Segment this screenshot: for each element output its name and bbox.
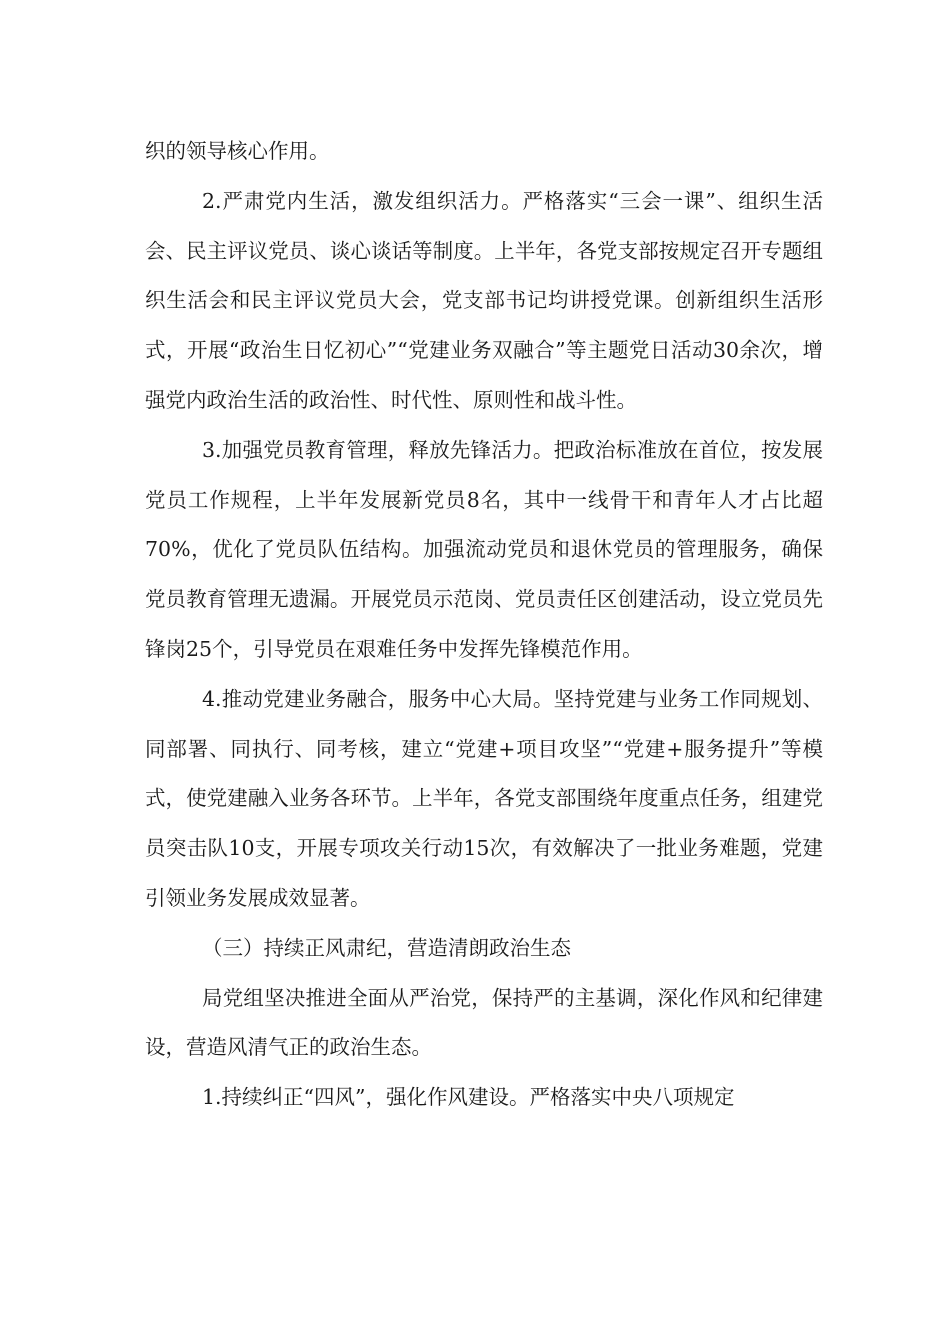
section-heading-3: （三）持续正风肃纪，营造清朗政治生态 (202, 935, 571, 960)
section-intro-paragraph: 局党组坚决推进全面从严治党，保持严的主基调，深化作风和纪律建设，营造风清气正的政治生态。 (145, 985, 823, 1060)
document-body (145, 127, 823, 1123)
paragraph-item-3: 3.加强党员教育管理，释放先锋活力。把政治标准放在首位，按发展党员工作规程，上半年发展新党员8名，其中一线骨干和青年人才占比超70%，优化了党员队伍结构。加强流动党员和退休党员的管理服务，确保党员教育管理无遗漏。开展党员示范岗、党员责任区创建活动，设立党员先锋岗25个，引导党员在艰难任务中发挥先锋模范作用。 (145, 437, 823, 661)
paragraph-continuation: 织的领导核心作用。 (145, 139, 330, 163)
paragraph-item-1: 1.持续纠正“四风”，强化作风建设。严格落实中央八项规定 (202, 1085, 735, 1110)
paragraph-item-4: 4.推动党建业务融合，服务中心大局。坚持党建与业务工作同规划、同部署、同执行、同考核，建立“党建+项目攻坚”“党建+服务提升”等模式，使党建融入业务各环节。上半年，各党支部围绕年度重点任务，组建党员突击队10支，开展专项攻关行动15次，有效解决了一批业务难题，党建引领业务发展成效显著。 (145, 686, 823, 910)
paragraph-item-2: 2.严肃党内生活，激发组织活力。严格落实“三会一课”、组织生活会、民主评议党员、谈心谈话等制度。上半年，各党支部按规定召开专题组织生活会和民主评议党员大会，党支部书记均讲授党课。创新组织生活形式，开展“政治生日忆初心”“党建业务双融合”等主题党日活动30余次，增强党内政治生活的政治性、时代性、原则性和战斗性。 (145, 188, 823, 412)
